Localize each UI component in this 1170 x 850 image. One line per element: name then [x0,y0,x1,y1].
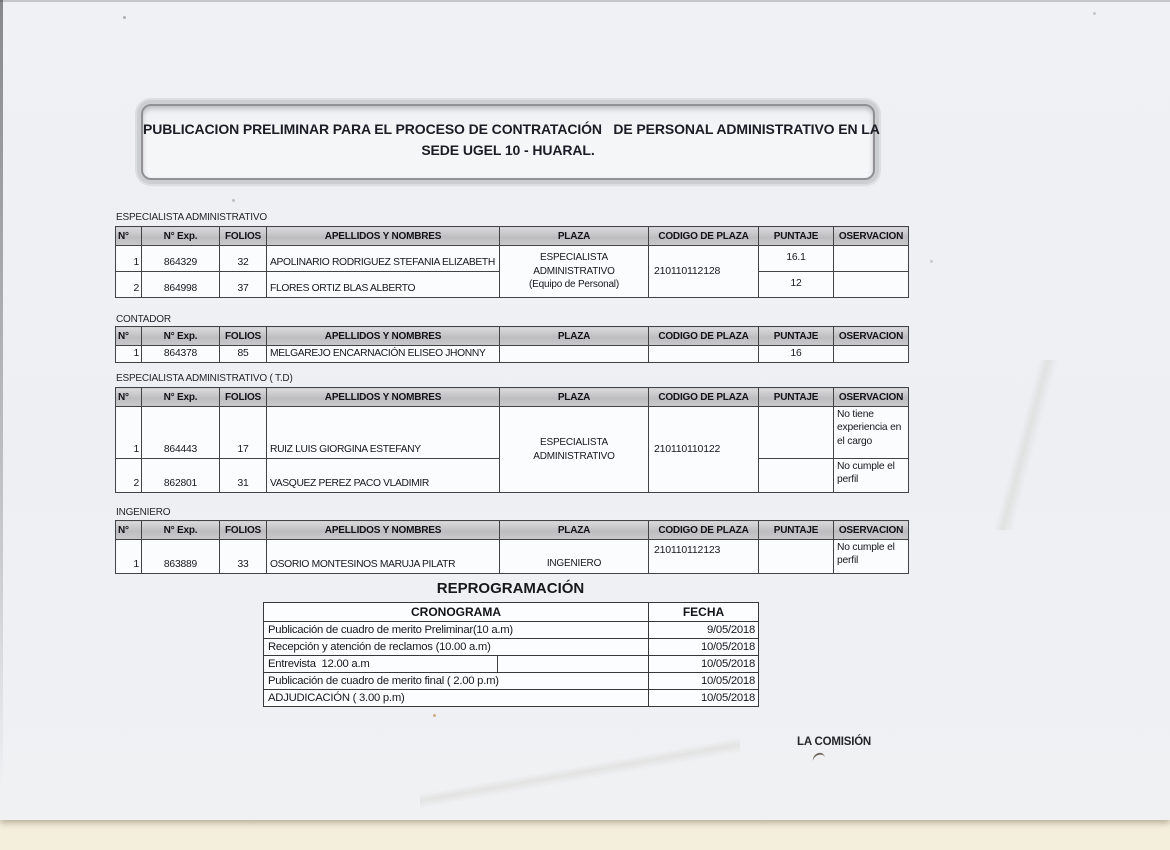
column-header-nombres: APELLIDOS Y NOMBRES [267,227,500,246]
cell-codigo: 210110112123 [649,540,759,574]
table-ingeniero [115,520,909,574]
cell-numero: 1 [116,540,142,574]
cell-observacion: No cumple el perfil [834,540,909,574]
column-header-plaza: PLAZA [500,327,649,346]
column-header-puntaje: PUNTAJE [759,327,834,346]
table-row [116,407,909,459]
cell-puntaje [759,459,834,493]
scan-edge-artifact [0,0,3,790]
column-header-puntaje: PUNTAJE [759,521,834,540]
table-row [264,639,759,656]
cell-observacion [834,272,909,298]
cell-codigo-merged: 210110112128 [649,246,759,298]
cell-numero: 2 [116,459,142,493]
document-title-line1: PUBLICACION PRELIMINAR PARA EL PROCESO DE CONTRATACIÓN DE PERSONAL ADMINISTRATIVO EN LA [143,121,880,137]
cell-nombres: APOLINARIO RODRIGUEZ STEFANIA ELIZABETH [267,246,500,272]
cell-puntaje: 16 [759,346,834,363]
cell-actividad: Publicación de cuadro de merito final ( 2.00 p.m) [264,673,649,690]
table-row [264,622,759,639]
column-header-observacion: OSERVACION [834,521,909,540]
section-label-especialista-td: ESPECIALISTA ADMINISTRATIVO ( T.D) [116,373,293,384]
cell-puntaje: 12 [759,272,834,298]
cell-nombres: FLORES ORTIZ BLAS ALBERTO [267,272,500,298]
cell-expediente: 864329 [142,246,220,272]
table-row [264,673,759,690]
cell-expediente: 863889 [142,540,220,574]
cell-observacion [834,246,909,272]
column-header-cronograma: CRONOGRAMA [264,603,649,622]
cell-expediente: 864378 [142,346,220,363]
cell-plaza: INGENIERO [500,540,649,574]
paper-crease [940,360,1110,530]
cell-plaza-merged [500,246,649,298]
plaza-line1: ESPECIALISTA ADMINISTRATIVO [533,252,615,277]
column-header-exp: N° Exp. [142,388,220,407]
table-especialista-td [115,387,909,493]
cell-puntaje [759,407,834,459]
section-label-contador: CONTADOR [116,314,171,325]
cell-actividad: Publicación de cuadro de merito Preliminar(10 a.m) [264,622,649,639]
cell-fecha: 10/05/2018 [649,673,759,690]
cell-fecha: 10/05/2018 [649,639,759,656]
scan-speck [232,199,235,202]
cell-nombres: OSORIO MONTESINOS MARUJA PILATR [267,540,500,574]
scan-speck [930,260,933,263]
cell-numero: 1 [116,246,142,272]
cell-fecha: 10/05/2018 [649,690,759,707]
table-row [116,346,909,363]
column-header-folios: FOLIOS [220,521,267,540]
column-header-exp: N° Exp. [142,521,220,540]
column-header-codigo: CODIGO DE PLAZA [649,327,759,346]
cell-nombres: RUIZ LUIS GIORGINA ESTEFANY [267,407,500,459]
pen-mark [811,752,825,763]
cell-numero: 2 [116,272,142,298]
column-header-plaza: PLAZA [500,388,649,407]
cell-expediente: 864998 [142,272,220,298]
column-header-nombres: APELLIDOS Y NOMBRES [267,327,500,346]
column-header-codigo: CODIGO DE PLAZA [649,388,759,407]
section-label-especialista-administrativo: ESPECIALISTA ADMINISTRATIVO [116,212,267,223]
column-header-plaza: PLAZA [500,227,649,246]
cell-folios: 32 [220,246,267,272]
scan-edge-artifact [0,0,1170,2]
cell-nombres: MELGAREJO ENCARNACIÓN ELISEO JHONNY [267,346,500,363]
cell-folios: 85 [220,346,267,363]
cell-puntaje: 16.1 [759,246,834,272]
title-box [141,104,880,180]
table-row [264,656,759,673]
cell-observacion: No cumple el perfil [834,459,909,493]
column-header-observacion: OSERVACION [834,388,909,407]
cell-observacion: No tiene experiencia en el cargo [834,407,909,459]
table-row [116,540,909,574]
cell-actividad: Recepción y atención de reclamos (10.00 a.m) [264,639,649,656]
table-row [264,690,759,707]
column-header-codigo: CODIGO DE PLAZA [649,521,759,540]
column-header-fecha: FECHA [649,603,759,622]
cell-plaza [500,346,649,363]
column-header-folios: FOLIOS [220,327,267,346]
cell-nombres: VASQUEZ PEREZ PACO VLADIMIR [267,459,500,493]
cell-folios: 37 [220,272,267,298]
cell-plaza-merged: ESPECIALISTA ADMINISTRATIVO [500,407,649,493]
reprogramacion-title: REPROGRAMACIÓN [436,580,585,597]
column-header-observacion: OSERVACION [834,327,909,346]
cell-observacion [834,346,909,363]
column-header-exp: N° Exp. [142,327,220,346]
section-label-ingeniero: INGENIERO [116,507,171,518]
cell-expediente: 862801 [142,459,220,493]
column-header-nombres: APELLIDOS Y NOMBRES [267,521,500,540]
column-header-exp: N° Exp. [142,227,220,246]
paper-crease [420,730,740,815]
plaza-line2: (Equipo de Personal) [529,279,619,291]
scan-speck [433,714,436,717]
column-header-codigo: CODIGO DE PLAZA [649,227,759,246]
column-header-n: N° [116,388,142,407]
column-header-puntaje: PUNTAJE [759,227,834,246]
column-header-folios: FOLIOS [220,388,267,407]
column-header-plaza: PLAZA [500,521,649,540]
scan-speck [123,16,126,19]
cell-numero: 1 [116,407,142,459]
column-header-n: N° [116,327,142,346]
cell-actividad: Entrevista 12.00 a.m [264,656,649,673]
column-header-observacion: OSERVACION [834,227,909,246]
cell-codigo-merged: 210110110122 [649,407,759,493]
column-header-nombres: APELLIDOS Y NOMBRES [267,388,500,407]
column-header-puntaje: PUNTAJE [759,388,834,407]
cell-folios: 31 [220,459,267,493]
cell-expediente: 864443 [142,407,220,459]
table-cronograma [263,602,759,707]
cell-folios: 17 [220,407,267,459]
document-title-line2: SEDE UGEL 10 - HUARAL. [421,142,595,158]
cell-fecha: 9/05/2018 [649,622,759,639]
cell-folios: 33 [220,540,267,574]
scan-speck [1093,12,1096,15]
column-header-n: N° [116,227,142,246]
comision-signature-label: LA COMISIÓN [797,736,872,748]
table-especialista-administrativo [115,226,909,298]
table-row [116,246,909,272]
column-header-n: N° [116,521,142,540]
cell-codigo [649,346,759,363]
cell-fecha: 10/05/2018 [649,656,759,673]
cell-actividad: ADJUDICACIÓN ( 3.00 p.m) [264,690,649,707]
cell-numero: 1 [116,346,142,363]
cell-puntaje [759,540,834,574]
column-header-folios: FOLIOS [220,227,267,246]
table-contador [115,326,909,363]
